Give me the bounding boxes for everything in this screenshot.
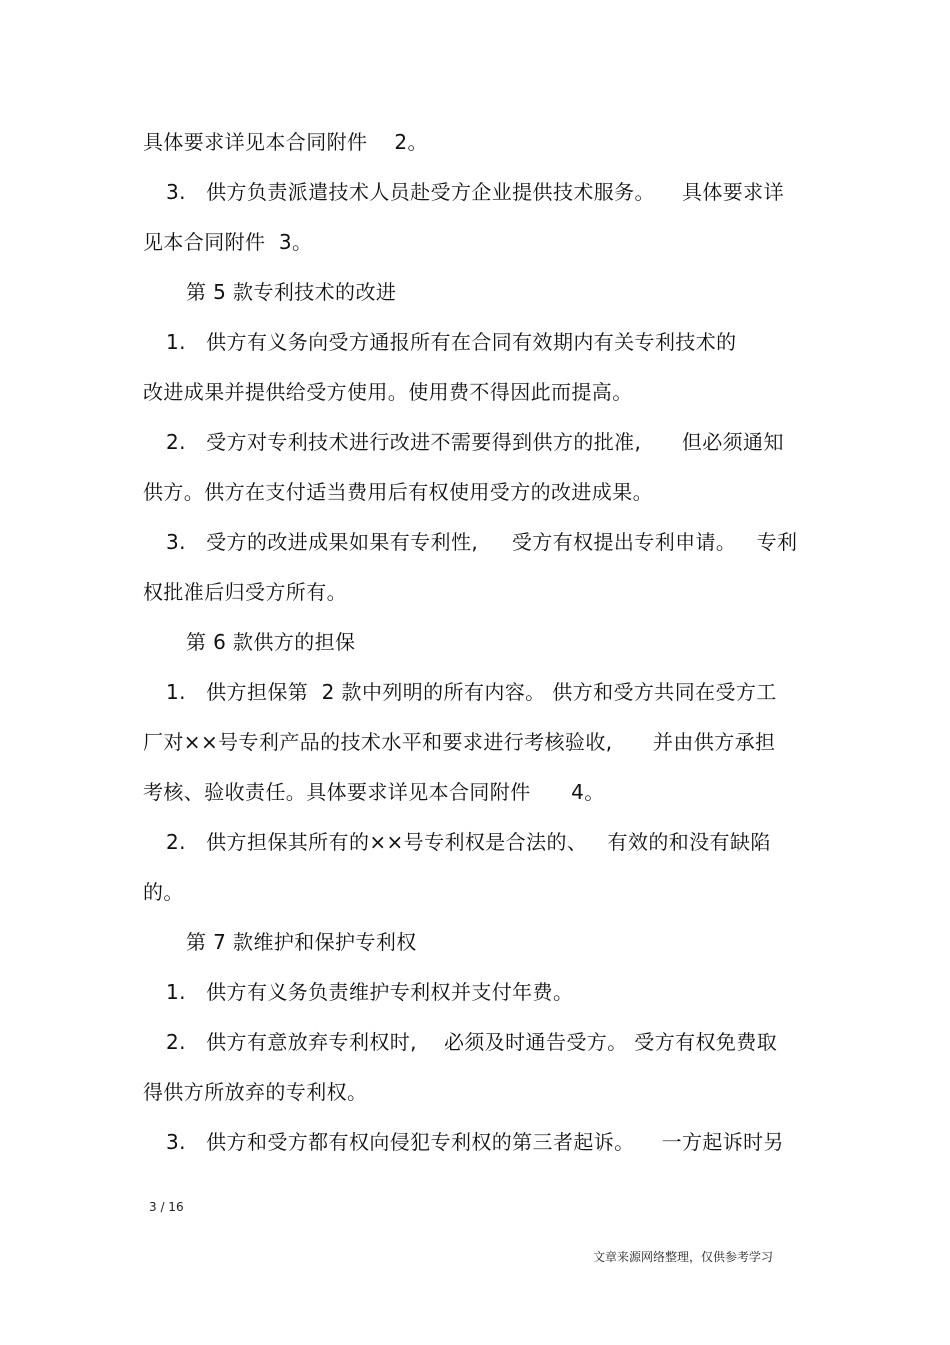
text-line: 见本合同附件 3。 [143,230,313,254]
text-line: 1. 供方有义务负责维护专利权并支付年费。 [166,980,574,1004]
section-heading: 第 6 款供方的担保 [186,630,356,654]
source-note: 文章来源网络整理，仅供参考学习 [593,1250,774,1264]
text-line: 3. 供方和受方都有权向侵犯专利权的第三者起诉。 一方起诉时另 [166,1130,784,1154]
text-line: 3. 受方的改进成果如果有专利性, 受方有权提出专利申请。 专利 [166,530,798,554]
text-line: 供方。供方在支付适当费用后有权使用受方的改进成果。 [143,480,653,504]
text-line: 3. 供方负责派遣技术人员赴受方企业提供技术服务。 具体要求详 [166,180,784,204]
page-number: 3 / 16 [149,1200,184,1214]
text-line: 改进成果并提供给受方使用。使用费不得因此而提高。 [143,380,633,404]
text-line: 考核、验收责任。具体要求详见本合同附件 4。 [143,780,605,804]
text-line: 具体要求详见本合同附件 2。 [143,130,428,154]
text-line: 1. 供方有义务向受方通报所有在合同有效期内有关专利技术的 [166,330,737,354]
text-line: 权批准后归受方所有。 [143,580,347,604]
text-line: 得供方所放弃的专利权。 [143,1080,368,1104]
text-line: 1. 供方担保第 2 款中列明的所有内容。 供方和受方共同在受方工 [166,680,777,704]
text-line: 厂对××号专利产品的技术水平和要求进行考核验收, 并由供方承担 [143,730,776,754]
section-heading: 第 7 款维护和保护专利权 [186,930,417,954]
text-line: 的。 [143,880,184,904]
text-line: 2. 供方担保其所有的××号专利权是合法的、 有效的和没有缺陷 [166,830,771,854]
text-line: 2. 供方有意放弃专利权时, 必须及时通告受方。 受方有权免费取 [166,1030,778,1054]
text-line: 2. 受方对专利技术进行改进不需要得到供方的批准, 但必须通知 [166,430,784,454]
section-heading: 第 5 款专利技术的改进 [186,280,397,304]
